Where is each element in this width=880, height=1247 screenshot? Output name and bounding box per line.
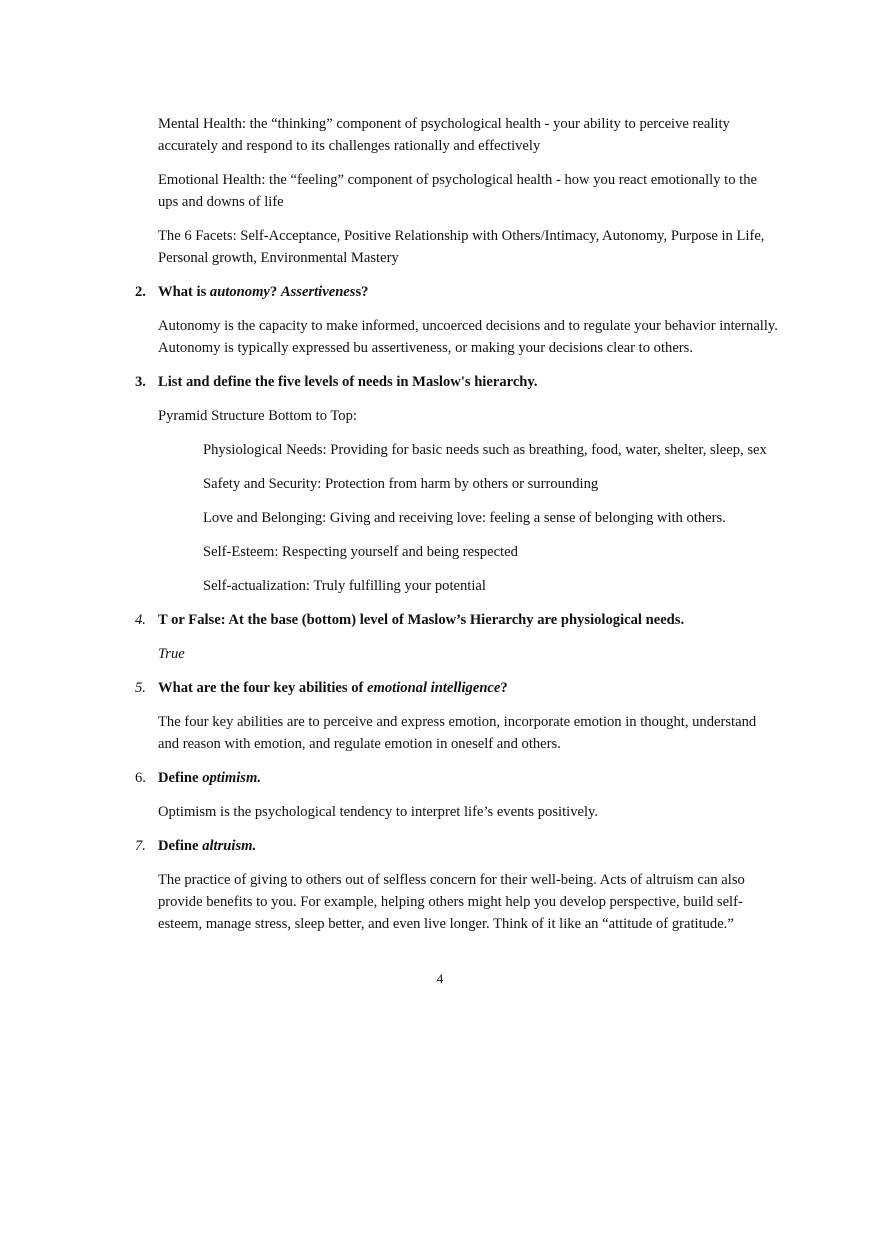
maslow-level: Self-actualization: Truly fulfilling your potential (203, 578, 486, 594)
question-term: optimism. (202, 770, 261, 786)
question-number: 7. (135, 838, 146, 854)
question-number: 5. (135, 680, 146, 696)
question-term: Assertivenes (280, 284, 356, 300)
answer-7: The practice of giving to others out of selfless concern for their well-being. Acts of altruism can also provide benefits to you. For example, helping others might help you develop perspective, build self-esteem, manage stress, sleep better, and even live longer. Think of it like an “attitude of gratitude.” (158, 872, 745, 932)
answer-6: Optimism is the psychological tendency to interpret life’s events positively. (158, 804, 599, 820)
question-number: 4. (135, 612, 146, 628)
question-number: 6. (135, 770, 146, 786)
page-number: 4 (436, 971, 444, 986)
question-3: 3. List and define the five levels of needs in Maslow's hierarchy. (158, 371, 778, 393)
question-term: autonomy (209, 284, 270, 300)
question-6: 6. Define optimism. (158, 767, 778, 789)
maslow-level: Safety and Security: Protection from harm by others or surrounding (203, 476, 599, 492)
answer-5: The four key abilities are to perceive and express emotion, incorporate emotion in thought, understand and reason with emotion, and regulate emotion in oneself and others. (158, 714, 757, 752)
six-facets-list: The 6 Facets: Self-Acceptance, Positive Relationship with Others/Intimacy, Autonomy, Purpose in Life, Personal growth, Environmental Mastery (158, 228, 765, 266)
question-term: emotional intelligence (367, 680, 501, 696)
maslow-level: Love and Belonging: Giving and receiving love: feeling a sense of belonging with others. (203, 510, 726, 526)
question-number: 3. (135, 374, 146, 390)
mental-health-definition: Mental Health: the “thinking” component of psychological health - your ability to perceive reality accurately and respond to its challenges rationally and effectively (158, 116, 730, 154)
question-2: 2. What is autonomy? Assertiveness? (158, 281, 778, 303)
question-term: altruism. (202, 838, 257, 854)
question-4: 4. T or False: At the base (bottom) level of Maslow’s Hierarchy are physiological needs. (158, 609, 778, 631)
maslow-level: Physiological Needs: Providing for basic needs such as breathing, food, water, shelter, sleep, sex (203, 442, 767, 458)
emotional-health-definition: Emotional Health: the “feeling” component of psychological health - how you react emotionally to the ups and downs of life (158, 172, 757, 210)
question-7: 7. Define altruism. (158, 835, 778, 857)
page-content (135, 113, 778, 947)
answer-3-intro: Pyramid Structure Bottom to Top: (158, 408, 357, 424)
question-5: 5. What are the four key abilities of emotional intelligence? (158, 677, 778, 699)
maslow-level: Self-Esteem: Respecting yourself and being respected (203, 544, 518, 560)
answer-4: True (158, 646, 185, 662)
question-number: 2. (135, 284, 146, 300)
answer-2: Autonomy is the capacity to make informed, uncoerced decisions and to regulate your behavior internally. Autonomy is typically expressed bu assertiveness, or making your decisions clear to others. (158, 318, 778, 356)
